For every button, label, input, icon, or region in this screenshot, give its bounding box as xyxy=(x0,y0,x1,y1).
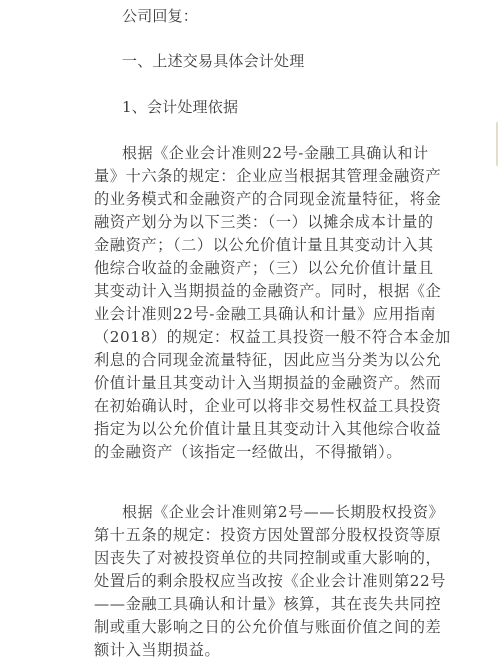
paragraph-line: 其变动计入当期损益的金融资产。同时，根据《企 xyxy=(94,282,442,300)
paragraph-line: 因丧失了对被投资单位的共同控制或重大影响的， xyxy=(94,549,442,567)
paragraph-line: 处置后的剩余股权应当改按《企业会计准则第22号 xyxy=(94,572,447,590)
paragraph-line: （2018）的规定：权益工具投资一般不符合本金加 xyxy=(94,328,451,346)
paragraph-line: 额计入当期损益。 xyxy=(94,641,221,659)
reply-heading: 公司回复： xyxy=(122,7,199,25)
subsection-heading: 1、会计处理依据 xyxy=(122,98,239,116)
paragraph-line: 融资产划分为以下三类：（一）以摊余成本计量的 xyxy=(94,213,434,231)
paragraph-line: 他综合收益的金融资产；（三）以公允价值计量且 xyxy=(94,259,434,277)
paragraph-line: 在初始确认时，企业可以将非交易性权益工具投资 xyxy=(94,397,442,415)
paragraph-line: 的金融资产（该指定一经做出，不得撤销）。 xyxy=(94,443,403,461)
paragraph-line: 第十五条的规定：投资方因处置部分股权投资等原 xyxy=(94,526,442,544)
paragraph-line: 金融资产；（二）以公允价值计量且其变动计入其 xyxy=(94,236,434,254)
section-heading: 一、上述交易具体会计处理 xyxy=(122,52,305,70)
paragraph-line: 制或重大影响之日的公允价值与账面价值之间的差 xyxy=(94,618,442,636)
paragraph-line: 价值计量且其变动计入当期损益的金融资产。然而 xyxy=(94,374,442,392)
paragraph-line: 业会计准则22号-金融工具确认和计量》应用指南 xyxy=(94,305,437,323)
paragraph-line: 量》十六条的规定：企业应当根据其管理金融资产 xyxy=(94,167,442,185)
paragraph-line: 根据《企业会计准则22号-金融工具确认和计 xyxy=(122,144,429,162)
paragraph-line: 的业务模式和金融资产的合同现金流量特征，将金 xyxy=(94,190,442,208)
paragraph-line: ——金融工具确认和计量》核算，其在丧失共同控 xyxy=(94,595,442,613)
paragraph-line: 根据《企业会计准则第2号——长期股权投资》 xyxy=(122,503,445,521)
paragraph-line: 利息的合同现金流量特征，因此应当分类为以公允 xyxy=(94,351,442,369)
paragraph-line: 指定为以公允价值计量且其变动计入其他综合收益 xyxy=(94,420,442,438)
scroll-indicator[interactable] xyxy=(496,122,498,166)
